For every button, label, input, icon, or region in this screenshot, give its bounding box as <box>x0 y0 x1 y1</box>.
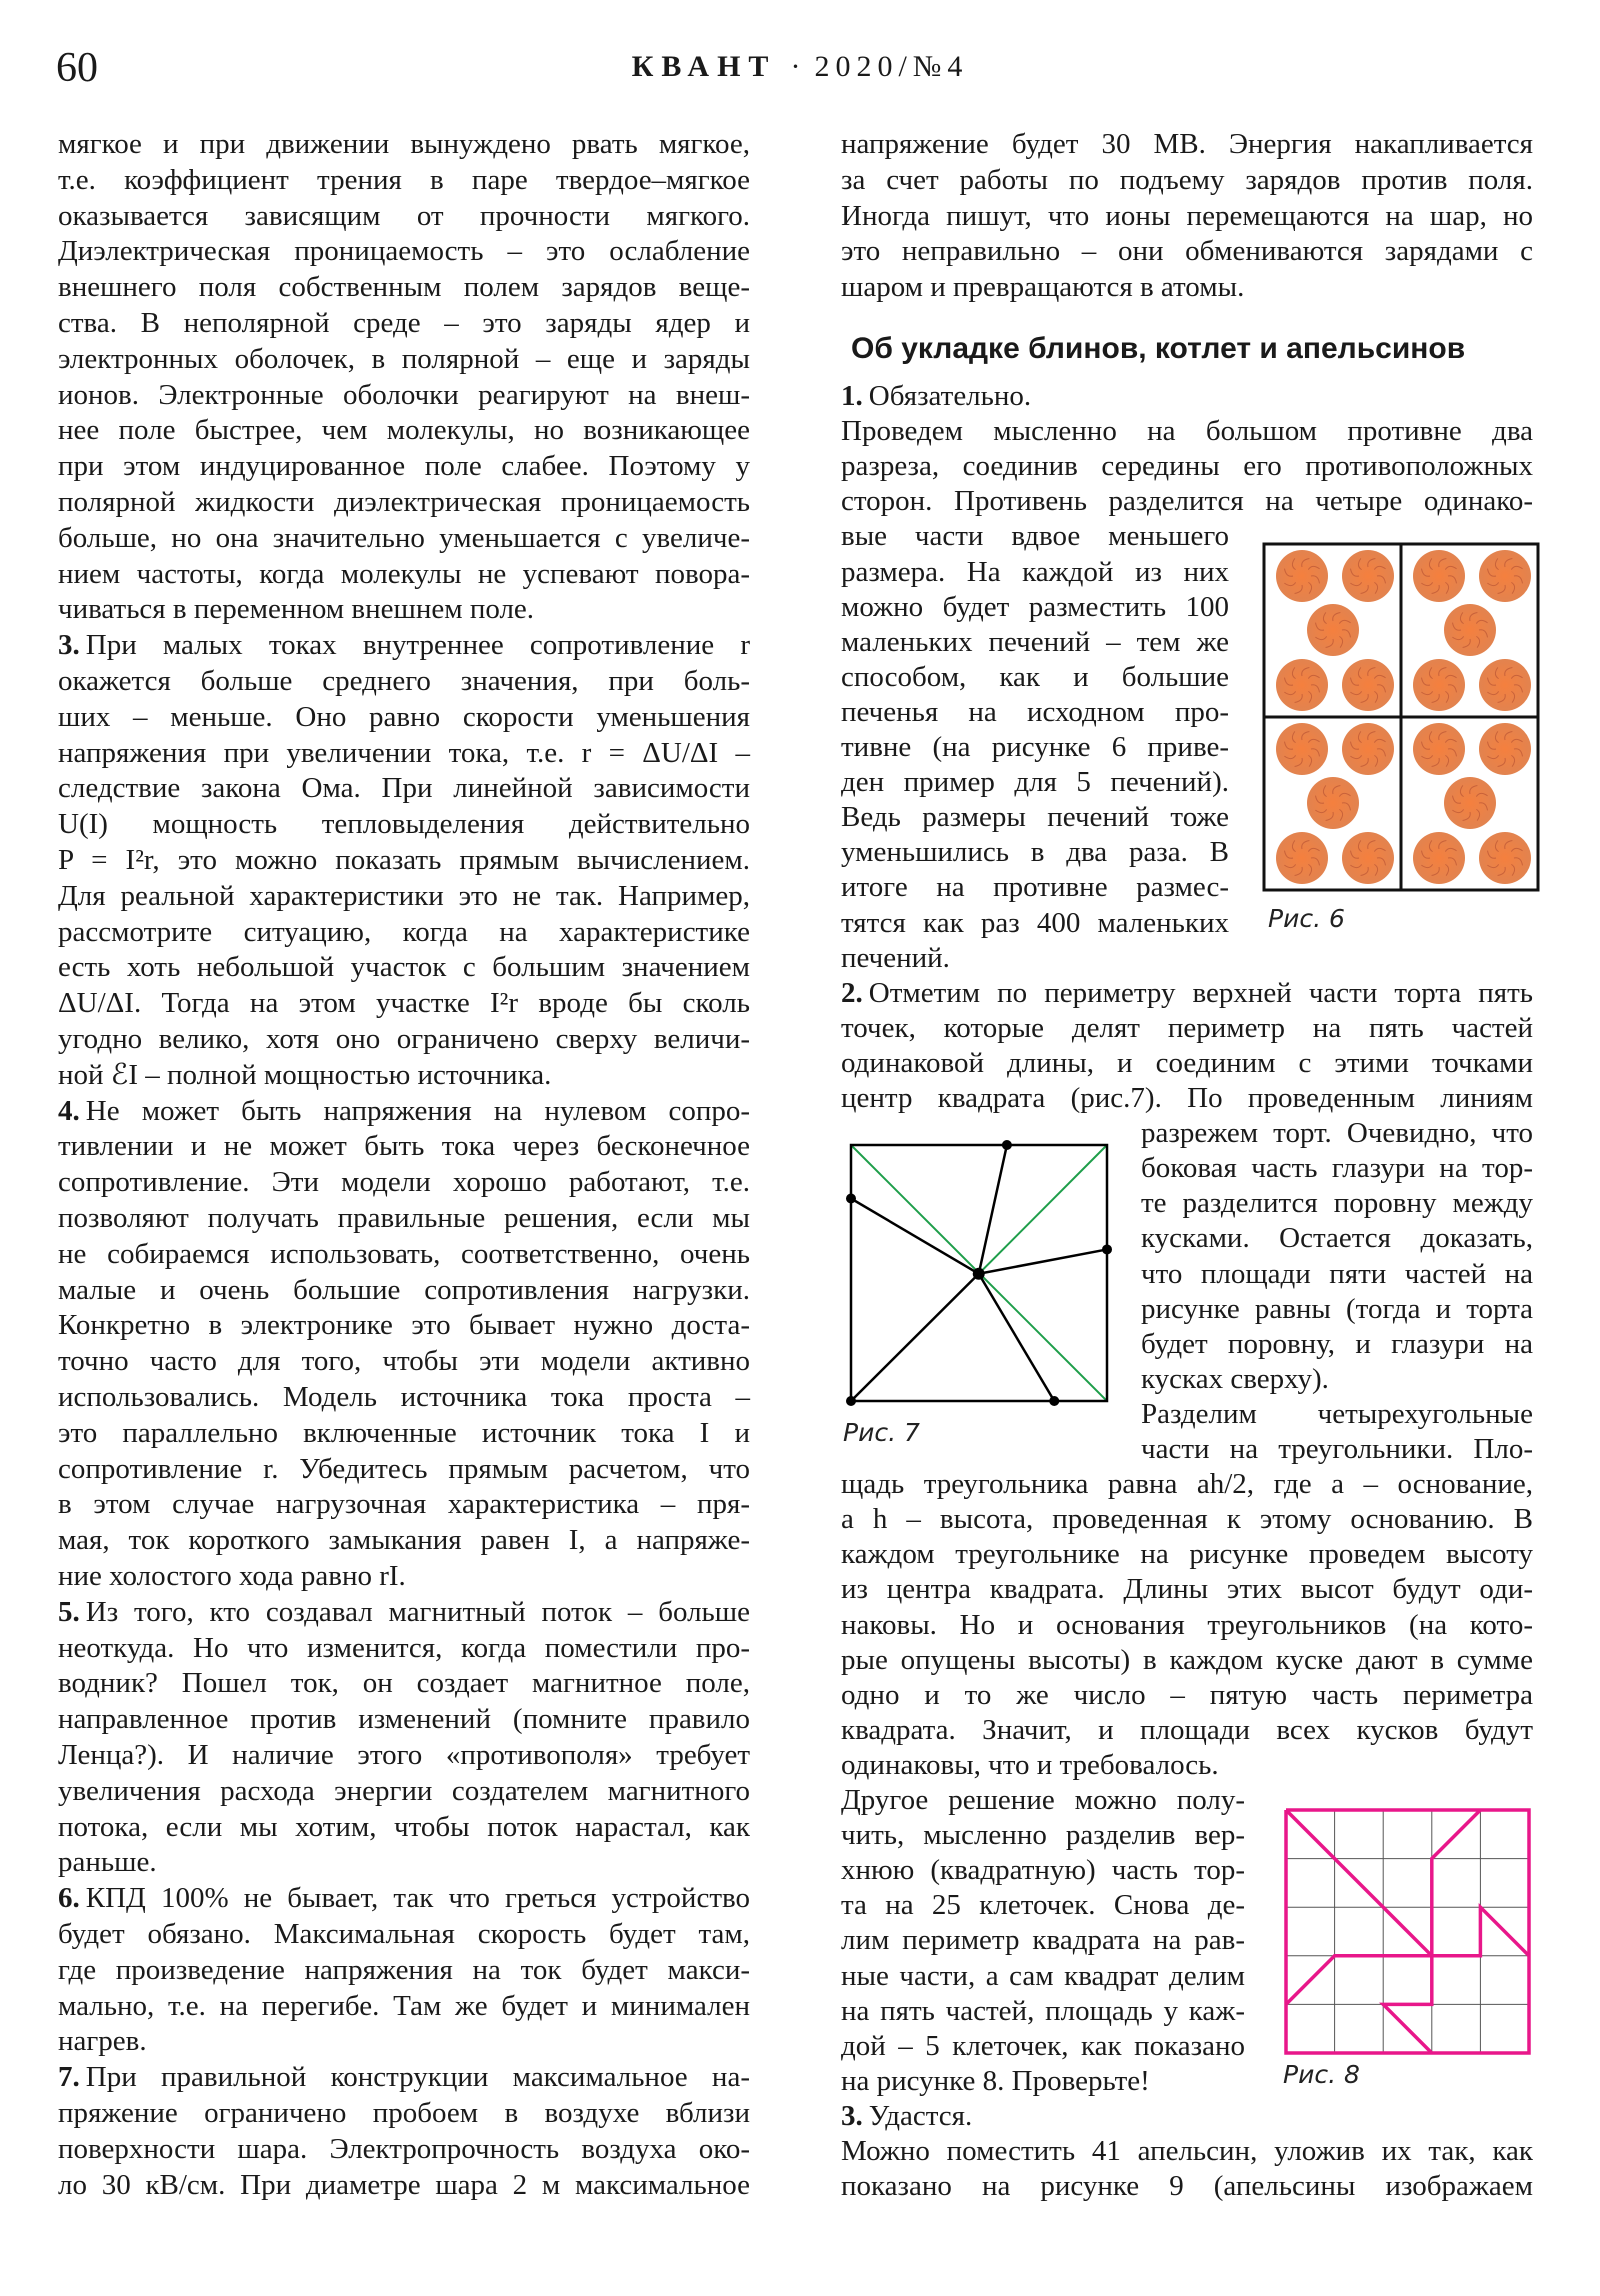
cut-line <box>979 1145 1007 1274</box>
text-line: пряжение ограничено пробоем в воздухе вблизи <box>58 2097 750 2129</box>
running-head <box>0 50 1600 84</box>
cookie <box>1413 550 1465 602</box>
text-line: ства. В неполярной среде – это заряды ядер и <box>58 307 750 339</box>
item-text: Удастся. <box>868 2099 973 2132</box>
text-line: из центра квадрата. Длины этих высот будут оди- <box>841 1573 1533 1606</box>
text-line: U(I) мощность тепловыделения действительно <box>58 808 750 841</box>
item-number: 4. <box>58 1094 80 1127</box>
text-line: внешнего поля собственным полем зарядов веще- <box>58 271 750 304</box>
center-point <box>973 1268 985 1280</box>
text-line: вые части вдвое меньшего <box>841 520 1229 553</box>
text-line: кусках сверху). <box>1141 1362 1329 1395</box>
text-line: чиваться в переменном внешнем поле. <box>58 593 535 626</box>
text-line: поверхности шара. Электропрочность воздуха око- <box>58 2132 750 2165</box>
text-line: кусками. Остается доказать, <box>1141 1222 1533 1255</box>
text-line: нее поле быстрее, чем молекулы, но возникающее <box>58 414 750 447</box>
perimeter-point <box>1002 1140 1012 1150</box>
text-line <box>841 378 1533 414</box>
text-line: больше, но она значительно уменьшается с увеличе- <box>58 521 750 554</box>
text-line: ные части, а сам квадрат делим <box>841 1959 1245 1992</box>
cookie <box>1342 550 1394 602</box>
text-line: та на 25 клеточек. Снова де- <box>841 1889 1245 1922</box>
item-number: 2. <box>841 976 863 1009</box>
text-line: части на треугольники. Пло- <box>1141 1433 1533 1465</box>
item-text: Отметим по периметру верхней части торта пять <box>868 976 1533 1009</box>
text-line: электронных оболочек, в полярной – еще и заряды <box>58 342 750 375</box>
text-line: шаром и превращаются в атомы. <box>841 271 1245 304</box>
text-line: хнюю (квадратную) часть тор- <box>841 1854 1245 1887</box>
issue-number: 2020/№4 <box>814 50 969 83</box>
cookie <box>1342 832 1394 884</box>
text-line: это параллельно включенные источник тока I и <box>58 1416 750 1449</box>
text-line: при этом индуцированное поле слабее. Поэтому у <box>58 450 750 483</box>
cookie <box>1479 723 1531 775</box>
cookie <box>1276 659 1328 711</box>
text-line: маленьких печений – тем же <box>841 625 1229 658</box>
text-line: итоге на противне размес- <box>841 871 1229 904</box>
text-line: P = I²r, это можно показать прямым вычислением. <box>58 844 750 876</box>
text-line: водник? Пошел ток, он создает магнитное поле, <box>58 1667 750 1700</box>
text-line: печенья на исходном про- <box>841 695 1229 728</box>
perimeter-point <box>846 1396 856 1406</box>
item-text: При правильной конструкции максимальное на- <box>85 2061 750 2094</box>
text-line: тивлении и не может быть тока через бесконечное <box>58 1130 750 1163</box>
text-line: мально, т.е. на перегибе. Там же будет и минимален <box>58 1989 750 2022</box>
text-line: полярной жидкости диэлектрическая проницаемость <box>58 486 750 518</box>
text-line: рисунке равны (тогда и торта <box>1141 1292 1533 1325</box>
text-line: одинаковой длины, и соединим с этими точками <box>841 1046 1533 1079</box>
text-line: сопротивление r. Убедитесь прямым расчетом, что <box>58 1452 750 1485</box>
text-line <box>58 627 750 663</box>
text-line: рассмотрите ситуацию, когда на характеристике <box>58 915 750 948</box>
text-line: ние холостого хода равно rI. <box>58 1560 406 1592</box>
text-line: центр квадрата (рис.7). По проведенным линиям <box>841 1082 1533 1114</box>
item-number: 6. <box>58 1882 80 1915</box>
cookie <box>1479 659 1531 711</box>
text-line: позволяют получать правильные решения, если мы <box>58 1202 750 1234</box>
text-line: Ленца?). И наличие этого «противополя» требует <box>58 1739 750 1771</box>
text-line: а h – высота, проведенная к этому основанию. В <box>841 1503 1533 1536</box>
text-line: в этом случае нагрузочная характеристика – пря- <box>58 1488 750 1521</box>
text-line: направленное против изменений (помните правило <box>58 1703 750 1736</box>
text-line: одинаковы, что и требовалось. <box>841 1748 1219 1781</box>
magazine-title: КВАНТ <box>631 50 777 83</box>
text-line: использовались. Модель источника тока проста – <box>58 1381 750 1413</box>
item-text: Из того, кто создавал магнитный поток – больше <box>85 1595 750 1628</box>
text-line: Другое решение можно полу- <box>841 1784 1245 1816</box>
text-line: окажется больше среднего значения, при боль- <box>58 665 750 697</box>
text-line: раньше. <box>58 1846 157 1879</box>
cookie <box>1479 832 1531 884</box>
text-line: точек, которые делят периметр на пять частей <box>841 1011 1533 1044</box>
item-number: 1. <box>841 380 863 412</box>
text-line: будет обязано. Максимальная скорость будет там, <box>58 1918 750 1950</box>
item-number: 3. <box>841 2099 863 2132</box>
text-line: напряжение будет 30 МВ. Энергия накапливается <box>841 128 1533 160</box>
cookie <box>1276 723 1328 775</box>
perimeter-point <box>846 1194 856 1204</box>
text-line: оказывается зависящим от прочности мягкого. <box>58 199 750 232</box>
text-line: Диэлектрическая проницаемость – это ослабление <box>58 235 750 268</box>
figure-8-grid-division <box>1280 1804 1536 2060</box>
text-line: увеличения расхода энергии создателем магнитного <box>58 1774 750 1807</box>
text-line: ло 30 кВ/см. При диаметре шара 2 м максимальное <box>58 2168 750 2201</box>
text-line: можно будет разместить 100 <box>841 590 1229 623</box>
text-line: Проведем мысленно на большом противне два <box>841 415 1533 448</box>
text-line: щадь треугольника равна ah/2, где a – основание, <box>841 1468 1533 1501</box>
figure-6-cookie-tray <box>1262 542 1542 894</box>
text-line: каждом треугольнике на рисунке проведем высоту <box>841 1538 1533 1571</box>
green-half-diagonal <box>979 1145 1107 1274</box>
perimeter-point <box>1049 1396 1059 1406</box>
text-line: Иногда пишут, что ионы перемещаются на шар, но <box>841 199 1533 232</box>
item-number: 3. <box>58 629 80 662</box>
text-line: сопротивление. Эти модели хорошо работают, т.е. <box>58 1166 750 1199</box>
division-cut <box>1286 1810 1432 1956</box>
text-line: дой – 5 клеточек, как показано <box>841 2029 1245 2062</box>
item-text: При малых токах внутреннее сопротивление r <box>85 629 750 662</box>
text-line: ден пример для 5 печений). <box>841 766 1229 799</box>
text-line: разреза, соединив середины его противоположных <box>841 450 1533 483</box>
cut-line <box>851 1274 979 1401</box>
text-line: разрежем торт. Очевидно, что <box>1141 1117 1533 1150</box>
item-text: Обязательно. <box>868 380 1032 412</box>
cookie <box>1307 777 1359 829</box>
text-line: боковая часть глазури на тор- <box>1141 1152 1533 1185</box>
text-line: размера. На каждой из них <box>841 555 1229 588</box>
text-line: показано на рисунке 9 (апельсины изображаем <box>841 2170 1533 2203</box>
text-line: на пять частей, площадь у каж- <box>841 1994 1245 2027</box>
text-line: ших – меньше. Оно равно скорости уменьшения <box>58 700 750 733</box>
text-line: рые опущены высоты) в каждом куске дают в сумме <box>841 1643 1533 1676</box>
item-text: Не может быть напряжения на нулевом сопро- <box>85 1094 750 1127</box>
text-line: ΔU/ΔI. Тогда на этом участке I²r вроде бы сколь <box>58 987 750 1020</box>
text-line: т.е. коэффициент трения в паре твердое–мягкое <box>58 163 750 196</box>
perimeter-point <box>1102 1244 1112 1254</box>
text-line: Ведь размеры печений тоже <box>841 801 1229 834</box>
cookie <box>1479 550 1531 602</box>
cookie <box>1342 723 1394 775</box>
cookie <box>1413 723 1465 775</box>
page-number: 60 <box>56 45 98 91</box>
text-line: нием частоты, когда молекулы не успевают повора- <box>58 557 750 590</box>
cookie <box>1276 550 1328 602</box>
text-line <box>58 1880 750 1916</box>
text-line: потока, если мы хотим, чтобы поток нарастал, как <box>58 1810 750 1843</box>
cookie <box>1444 777 1496 829</box>
text-line: квадрата. Значит, и площади всех кусков будут <box>841 1713 1533 1746</box>
text-line: неоткуда. Но что изменится, когда поместили про- <box>58 1631 750 1664</box>
cookie <box>1342 659 1394 711</box>
text-line: угодно велико, хотя оно ограничено сверху величи- <box>58 1023 750 1055</box>
text-line: тятся как раз 400 маленьких <box>841 906 1229 939</box>
text-line: мая, ток короткого замыкания равен I, а напряже- <box>58 1524 750 1557</box>
text-line: способом, как и большие <box>841 660 1229 693</box>
figure-6-caption: Рис. 6 <box>1268 904 1345 933</box>
text-line: уменьшились в два раза. В <box>841 836 1229 869</box>
text-line: печений. <box>841 941 950 974</box>
text-line: будет поровну, и глазури на <box>1141 1327 1533 1360</box>
text-line: за счет работы по подъему зарядов против поля. <box>841 163 1533 196</box>
text-line: на рисунке 8. Проверьте! <box>841 2064 1150 2097</box>
text-line: ионов. Электронные оболочки реагируют на внеш- <box>58 378 750 411</box>
item-text: КПД 100% не бывает, так что греться устройство <box>85 1882 750 1915</box>
cookie <box>1413 832 1465 884</box>
division-cut <box>1432 1907 1529 1956</box>
text-line: мягкое и при движении вынуждено рвать мягкое, <box>58 128 750 160</box>
figure-7-cake-square <box>840 1134 1120 1414</box>
text-line: сторон. Противень разделится на четыре одинако- <box>841 485 1533 518</box>
text-line <box>58 1093 750 1129</box>
text-line: тивне (на рисунке 6 приве- <box>841 731 1229 763</box>
text-line: напряжения при увеличении тока, т.е. r = ΔU/ΔI – <box>58 736 750 769</box>
separator: · <box>790 50 801 83</box>
division-cut <box>1286 1956 1432 2005</box>
text-line: чить, мысленно разделив вер- <box>841 1819 1245 1852</box>
item-number: 7. <box>58 2061 80 2094</box>
text-line: это неправильно – они обмениваются зарядами с <box>841 235 1533 268</box>
text-line: следствие закона Ома. При линейной зависимости <box>58 772 750 805</box>
text-line: нагрев. <box>58 2025 147 2058</box>
text-line: что площади пяти частей на <box>1141 1257 1533 1290</box>
figure-8-caption: Рис. 8 <box>1283 2060 1360 2089</box>
text-line: наковы. Но и основания треугольников (на кото- <box>841 1608 1533 1641</box>
text-line: ной ℰI – полной мощностью источника. <box>58 1058 552 1091</box>
text-line: не собираемся использовать, соответственно, очень <box>58 1237 750 1270</box>
text-line: Разделим четырехугольные <box>1141 1397 1533 1430</box>
text-line: есть хоть небольшой участок с большим значением <box>58 951 750 984</box>
item-number: 5. <box>58 1595 80 1628</box>
cookie <box>1413 659 1465 711</box>
section-heading: Об укладке блинов, котлет и апельсинов <box>851 332 1466 365</box>
cookie <box>1307 604 1359 656</box>
text-line: Можно поместить 41 апельсин, уложив их так, как <box>841 2135 1533 2167</box>
cookie <box>1444 604 1496 656</box>
text-line <box>841 975 1533 1011</box>
text-line: Конкретно в электронике это бывает нужно доста- <box>58 1309 750 1342</box>
cookie <box>1276 832 1328 884</box>
text-line <box>58 2059 750 2095</box>
text-line: точно часто для того, чтобы эти модели активно <box>58 1345 750 1378</box>
text-line <box>841 2098 1533 2134</box>
text-line: малые и очень большие сопротивления нагрузки. <box>58 1273 750 1306</box>
figure-7-caption: Рис. 7 <box>843 1418 920 1447</box>
text-line: те разделится поровну между <box>1141 1187 1533 1220</box>
text-line: Для реальной характеристики это не так. Например, <box>58 879 750 912</box>
text-line: одно и то же число – пятую часть периметра <box>841 1678 1533 1711</box>
text-line: где произведение напряжения на ток будет макси- <box>58 1953 750 1986</box>
text-line <box>58 1594 750 1630</box>
text-line: лим периметр квадрата на рав- <box>841 1924 1245 1957</box>
